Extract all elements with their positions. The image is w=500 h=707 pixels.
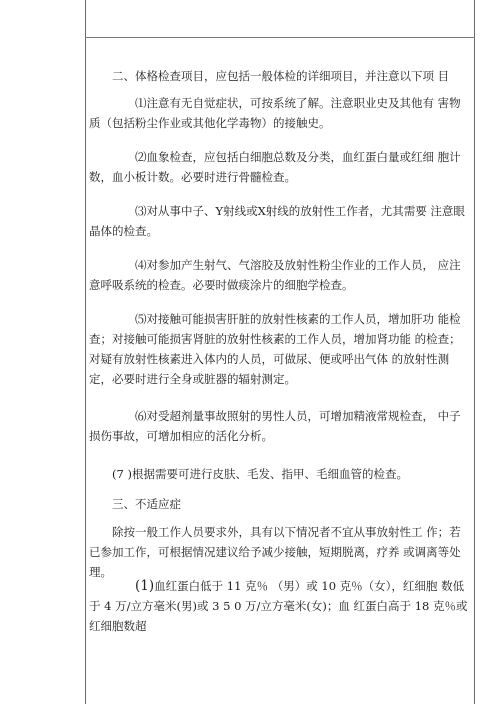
- table-top-border: [85, 37, 475, 38]
- table-left-border: [85, 0, 86, 704]
- item-number: ⑹: [135, 409, 147, 423]
- section-2-heading: 二、体格检查项目，应包括一般体检的详细项目，并注意以下项 目: [112, 69, 450, 83]
- item-number: ⑶: [135, 204, 147, 218]
- exam-item-7: (7 )根据需要可进行皮肤、毛发、指甲、毛细血管的检查。: [112, 467, 408, 481]
- exam-item-4: ⑷对参加产生射气、气溶胶及放射性粉尘作业的工作人员， 应注意呼吸系统的检查。必要时做痰涂片的细胞学检查。: [89, 255, 470, 295]
- item-number: ⑷: [135, 258, 147, 272]
- table-right-border: [474, 0, 475, 704]
- item-number: ⑸: [135, 312, 147, 326]
- exam-item-5: ⑸对接触可能损害肝脏的放射性核素的工作人员，增加肝功 能检查；对接触可能损害肾脏的放射性核素的工作人员，增加肾功能 的检查；对疑有放射性核素进入体内的人员，可做尿、便或呼出气体 的放射性测定，必要时进行全身或脏器的辐射测定。: [89, 309, 470, 389]
- item-number: ⑴: [135, 96, 147, 110]
- section-3-intro: 除按一般工作人员要求外，具有以下情况者不宜从事放射性工 作；若已参加工作，可根据情况建议给予减少接触，短期脱离，疗养 或调离等处理。: [89, 525, 461, 579]
- exam-item-3: ⑶对从事中子、Y射线或X射线的放射性工作者，尤其需要 注意眼晶体的检查。: [89, 201, 470, 241]
- item-number: (1): [135, 578, 155, 594]
- item-number: ⑵: [135, 150, 147, 164]
- contraindication-1: (1)血红蛋白低于 11 克％ （男）或 10 克％（女），红细胞 数低于 4 万/立方毫米(男)或 3 5 0 万/立方毫米(女)；血 红蛋白高于 18 克％或红细胞数超: [89, 578, 468, 633]
- exam-item-2: ⑵血象检查，应包括白细胞总数及分类，血红蛋白量或红细 胞计数，血小板计数。必要时进行骨髓检查。: [89, 147, 470, 187]
- exam-item-6: ⑹对受超剂量事故照射的男性人员，可增加精液常规检查， 中子损伤事故，可增加相应的活化分析。: [89, 406, 470, 446]
- exam-item-1: ⑴注意有无自觉症状，可按系统了解。注意职业史及其他有 害物质（包括粉尘作业或其他化学毒物）的接触史。: [89, 93, 470, 133]
- section-3-heading: 三、不适应症: [112, 497, 181, 511]
